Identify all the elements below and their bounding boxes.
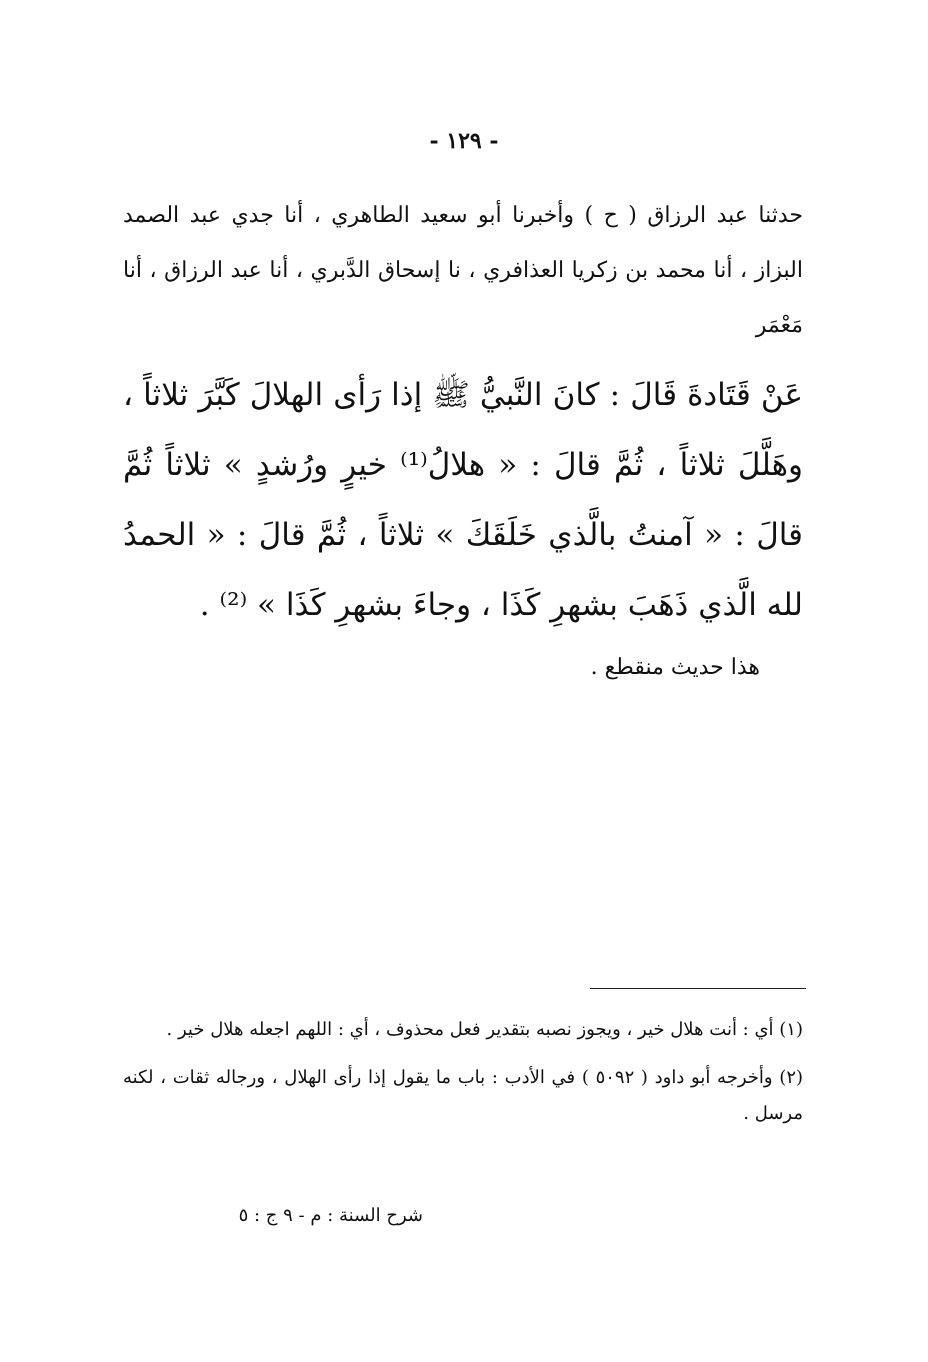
footnote-1: (١) أي : أنت هلال خير ، ويجوز نصبه بتقدير فعل محذوف ، أي : اللهم اجعله هلال خير . [166,1019,803,1040]
footnote-divider [590,988,806,989]
hadith-text: عَنْ قَتَادةَ قَالَ : كانَ النَّبيُّ ﷺ إذا رَأى الهلالَ كَبَّرَ ثلاثاً ، وهَلَّلَ ثلاثاً ، ثُمَّ قالَ : « هلالُ⁽¹⁾ خيرٍ ورُشدٍ » ثلاثاً ثُمَّ قالَ : « آمنتُ بالَّذي خَلَقَكَ » ثلاثاً ، ثُمَّ قالَ : « الحمدُ لله الَّذي ذَهَبَ بشهرِ كَذَا ، وجاءَ بشهرِ كَذَا » ⁽²⁾ . [123,377,803,623]
isnad-text: حدثنا عبد الرزاق ( ح ) وأخبرنا أبو سعيد الطاهري ، أنا جدي عبد الصمد البزاز ، أنا محمد بن زكريا العذافري ، نا إسحاق الدَّبري ، أنا عبد الرزاق ، أنا مَعْمَر [123,203,803,338]
grading-text: هذا حديث منقطع . [590,655,760,680]
footnotes [123,1012,803,1144]
printer-signature: شرح السنة : م - ٩ ج : ٥ [238,1205,423,1226]
page-number: - ١٢٩ - [429,128,499,154]
footnote-2: (٢) وأخرجه أبو داود ( ٥٠٩٢ ) في الأدب : باب ما يقول إذا رأى الهلال ، ورجاله ثقات ، لكنه مرسل . [123,1067,804,1124]
